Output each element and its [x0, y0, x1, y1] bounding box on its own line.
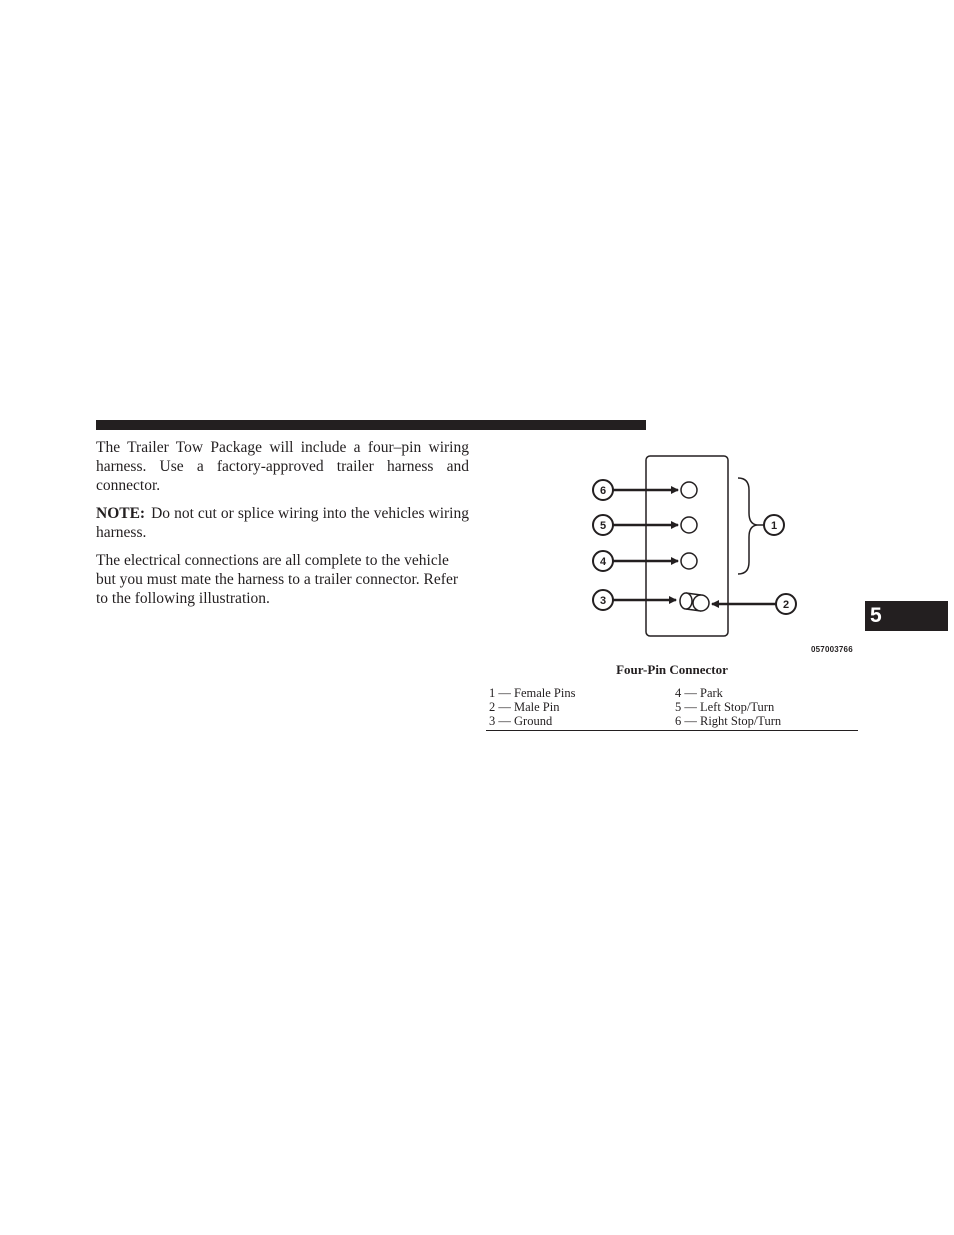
legend-item: 4 — Park: [675, 686, 723, 700]
legend-item: 1 — Female Pins: [489, 686, 576, 700]
callout-5-label: 5: [599, 520, 607, 532]
male-pin-3: [680, 593, 709, 611]
callout-5: [593, 515, 613, 535]
figure-caption: Four-Pin Connector: [616, 662, 728, 677]
legend-column-right: [675, 686, 781, 728]
callout-4: [593, 551, 613, 571]
legend-item: 6 — Right Stop/Turn: [675, 714, 782, 728]
paragraph-intro: The Trailer Tow Package will include a four–pin wiring harness. Use a factory-approved trailer harness and connector.: [96, 439, 469, 494]
callout-1-label: 1: [770, 520, 778, 532]
legend-bottom-rule: [486, 730, 858, 731]
callout-4-label: 4: [599, 556, 607, 568]
note-label: NOTE:: [96, 505, 146, 522]
legend-column-left: [489, 686, 575, 728]
female-pin-4: [681, 553, 697, 569]
figure-code: 057003766: [811, 645, 853, 654]
chapter-tab: 5: [865, 601, 948, 631]
legend-item: 5 — Left Stop/Turn: [675, 700, 775, 714]
legend-item: 3 — Ground: [489, 714, 553, 728]
callout-2-label: 2: [782, 599, 790, 611]
female-pins-bracket: [738, 478, 757, 574]
note-text: Do not cut or splice wiring into the vehicles wiring harness.: [96, 505, 469, 541]
callout-3: [593, 590, 613, 610]
callout-6: [593, 480, 613, 500]
paragraph-note: [96, 504, 469, 542]
four-pin-connector-diagram: [486, 450, 858, 660]
paragraph-connections: The electrical connections are all complete to the vehicle but you must mate the harness to a trailer connector. Refer to the following illustration.: [96, 552, 458, 607]
callout-6-label: 6: [599, 485, 607, 497]
legend-item: 2 — Male Pin: [489, 700, 560, 714]
female-pin-6: [681, 482, 697, 498]
callout-3-label: 3: [599, 595, 607, 607]
callout-2: [776, 594, 796, 614]
section-top-rule: [96, 420, 646, 430]
body-text: [96, 438, 469, 617]
callout-1: [764, 515, 784, 535]
female-pin-5: [681, 517, 697, 533]
